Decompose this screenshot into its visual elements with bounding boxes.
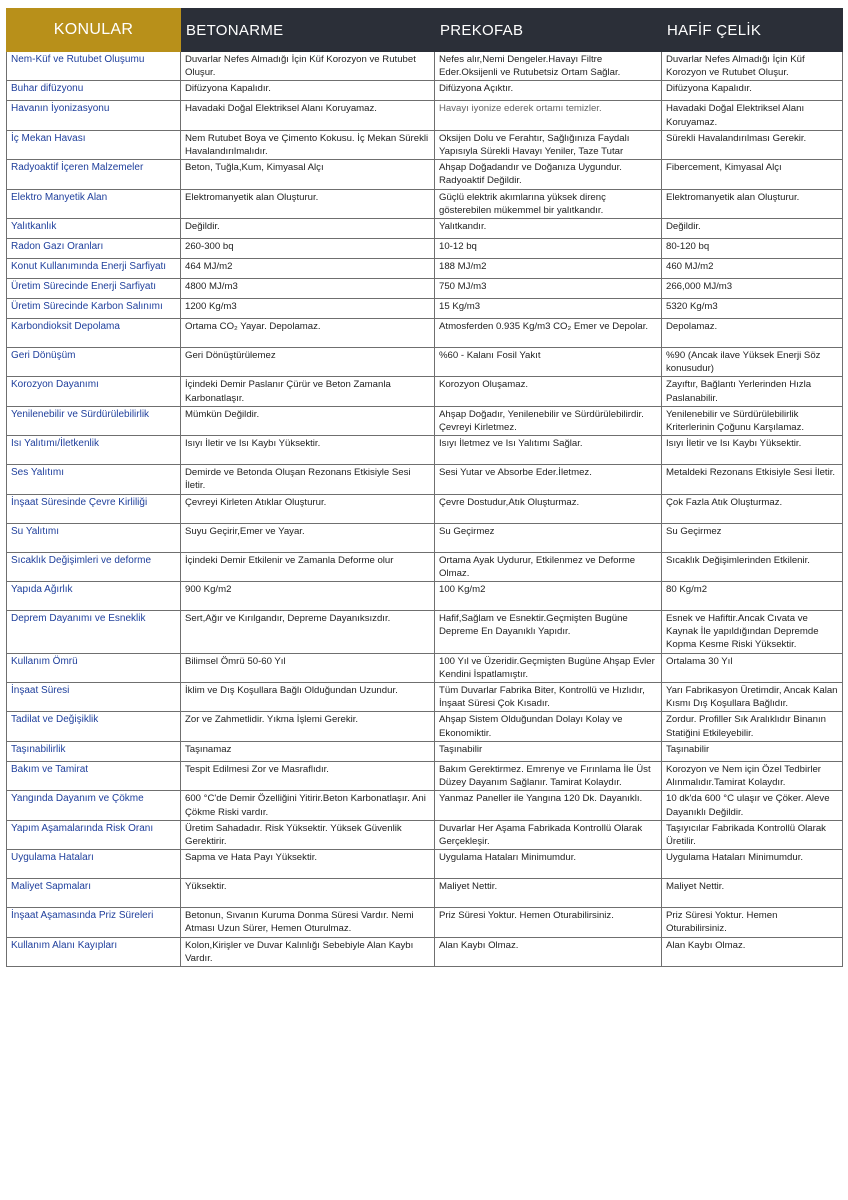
prekofab-cell: Ahşap Doğadandır ve Doğanıza Uygundur. Radyoaktif Değildir. [435,160,662,189]
betonarme-cell: 4800 MJ/m3 [181,279,435,299]
topic-cell: Maliyet Sapmaları [7,879,181,908]
table-row [7,406,843,435]
betonarme-cell: Sapma ve Hata Payı Yüksektir. [181,850,435,879]
prekofab-cell: Ahşap Doğadır, Yenilenebilir ve Sürdürülebilirdir. Çevreyi Kirletmez. [435,406,662,435]
table-row [7,879,843,908]
table-row [7,611,843,654]
table-row [7,52,843,81]
betonarme-cell: Ortama CO₂ Yayar. Depolamaz. [181,319,435,348]
prekofab-cell: 10-12 bq [435,239,662,259]
prekofab-cell: Hafif,Sağlam ve Esnektir.Geçmişten Bugüne Depreme En Dayanıklı Yapıdır. [435,611,662,654]
table-row [7,436,843,465]
hafif-celik-cell: Su Geçirmez [662,523,843,552]
table-row [7,494,843,523]
table-row [7,377,843,406]
table-row [7,219,843,239]
betonarme-cell: Yüksektir. [181,879,435,908]
hafif-celik-cell: Ortalama 30 Yıl [662,653,843,682]
table-row [7,279,843,299]
prekofab-cell: Su Geçirmez [435,523,662,552]
betonarme-cell: 600 °C'de Demir Özelliğini Yitirir.Beton Karbonatlaşır. Ani Çökme Riski vardır. [181,791,435,820]
topic-cell: Sıcaklık Değişimleri ve deforme [7,552,181,581]
table-row [7,523,843,552]
topic-cell: Radyoaktif İçeren Malzemeler [7,160,181,189]
topic-cell: Taşınabilirlik [7,741,181,761]
hafif-celik-cell: Depolamaz. [662,319,843,348]
hafif-celik-cell: Yenilenebilir ve Sürdürülebilirlik Kriterlerinin Çoğunu Karşılamaz. [662,406,843,435]
hafif-celik-cell: Metaldeki Rezonans Etkisiyle Sesi İletir. [662,465,843,494]
betonarme-cell: 1200 Kg/m3 [181,299,435,319]
hafif-celik-cell: Elektromanyetik alan Oluşturur. [662,189,843,218]
prekofab-cell: 750 MJ/m3 [435,279,662,299]
hafif-celik-cell: Uygulama Hataları Minimumdur. [662,850,843,879]
topic-cell: Yenilenebilir ve Sürdürülebilirlik [7,406,181,435]
prekofab-cell: Difüzyona Açıktır. [435,81,662,101]
topic-cell: Ses Yalıtımı [7,465,181,494]
hafif-celik-cell: 10 dk'da 600 °C ulaşır ve Çöker. Aleve Dayanıklı Değildir. [662,791,843,820]
prekofab-cell: Isıyı İletmez ve Isı Yalıtımı Sağlar. [435,436,662,465]
comparison-page [6,8,842,967]
hafif-celik-cell: 266,000 MJ/m3 [662,279,843,299]
topic-cell: Yapım Aşamalarında Risk Oranı [7,820,181,849]
topic-cell: Yapıda Ağırlık [7,582,181,611]
table-row [7,850,843,879]
topic-cell: Karbondioksit Depolama [7,319,181,348]
prekofab-cell: Alan Kaybı Olmaz. [435,937,662,966]
topic-cell: İnşaat Süresi [7,683,181,712]
prekofab-cell: Atmosferden 0.935 Kg/m3 CO₂ Emer ve Depolar. [435,319,662,348]
table-row [7,239,843,259]
hafif-celik-cell: Difüzyona Kapalıdır. [662,81,843,101]
table-header-row [7,9,843,52]
betonarme-cell: Betonun, Sıvanın Kuruma Donma Süresi Vardır. Nemi Atması Uzun Sürer, Hemen Oturulmaz. [181,908,435,937]
betonarme-cell: Üretim Sahadadır. Risk Yüksektir. Yüksek Güvenlik Gerektirir. [181,820,435,849]
prekofab-cell: Ortama Ayak Uydurur, Etkilenmez ve Deforme Olmaz. [435,552,662,581]
topic-cell: Elektro Manyetik Alan [7,189,181,218]
topic-cell: Bakım ve Tamirat [7,761,181,790]
betonarme-cell: Mümkün Değildir. [181,406,435,435]
betonarme-cell: Difüzyona Kapalıdır. [181,81,435,101]
hafif-celik-cell: 5320 Kg/m3 [662,299,843,319]
hafif-celik-cell: 460 MJ/m2 [662,259,843,279]
topic-cell: Kullanım Ömrü [7,653,181,682]
comparison-table [6,8,843,967]
hafif-celik-cell: Taşınabilir [662,741,843,761]
betonarme-cell: Taşınamaz [181,741,435,761]
prekofab-cell: %60 - Kalanı Fosil Yakıt [435,348,662,377]
prekofab-cell: Tüm Duvarlar Fabrika Biter, Kontrollü ve Hızlıdır, İnşaat Süresi Çok Kısadır. [435,683,662,712]
hafif-celik-cell: Esnek ve Hafiftir.Ancak Cıvata ve Kaynak İle yapıldığından Depremde Kopma Kesme Riski Yüksektir. [662,611,843,654]
prekofab-cell: Priz Süresi Yoktur. Hemen Oturabilirsiniz. [435,908,662,937]
prekofab-cell: Taşınabilir [435,741,662,761]
betonarme-cell: Isıyı İletir ve Isı Kaybı Yüksektir. [181,436,435,465]
table-row [7,552,843,581]
table-row [7,299,843,319]
betonarme-cell: Bilimsel Ömrü 50-60 Yıl [181,653,435,682]
topic-cell: Su Yalıtımı [7,523,181,552]
topic-cell: Tadilat ve Değişiklik [7,712,181,741]
topic-cell: Deprem Dayanımı ve Esneklik [7,611,181,654]
topic-cell: Uygulama Hataları [7,850,181,879]
betonarme-cell: Sert,Ağır ve Kırılgandır, Depreme Dayanıksızdır. [181,611,435,654]
betonarme-cell: İçindeki Demir Paslanır Çürür ve Beton Zamanla Karbonatlaşır. [181,377,435,406]
table-row [7,791,843,820]
betonarme-cell: Zor ve Zahmetlidir. Yıkma İşlemi Gerekir. [181,712,435,741]
hafif-celik-cell: Zordur. Profiller Sık Aralıklıdır Binanın Statiğini Etkileyebilir. [662,712,843,741]
prekofab-cell: 100 Yıl ve Üzeridir.Geçmişten Bugüne Ahşap Evler Kendini İspatlamıştır. [435,653,662,682]
topic-cell: Geri Dönüşüm [7,348,181,377]
betonarme-cell: Geri Dönüştürülemez [181,348,435,377]
table-row [7,582,843,611]
betonarme-cell: Çevreyi Kirleten Atıklar Oluşturur. [181,494,435,523]
table-row [7,937,843,966]
table-row [7,259,843,279]
table-row [7,683,843,712]
header-topics: KONULAR [7,9,181,52]
prekofab-cell: Güçlü elektrik akımlarına yüksek direnç gösterebilen mükemmel bir yalıtkandır. [435,189,662,218]
table-row [7,908,843,937]
hafif-celik-cell: Alan Kaybı Olmaz. [662,937,843,966]
hafif-celik-cell: Maliyet Nettir. [662,879,843,908]
prekofab-cell: Maliyet Nettir. [435,879,662,908]
betonarme-cell: 464 MJ/m2 [181,259,435,279]
betonarme-cell: 260-300 bq [181,239,435,259]
prekofab-cell: 15 Kg/m3 [435,299,662,319]
table-row [7,130,843,159]
betonarme-cell: Nem Rutubet Boya ve Çimento Kokusu. İç Mekan Sürekli Havalandırılmalıdır. [181,130,435,159]
betonarme-cell: Suyu Geçirir,Emer ve Yayar. [181,523,435,552]
topic-cell: Havanın İyonizasyonu [7,101,181,130]
hafif-celik-cell: Taşıyıcılar Fabrikada Kontrollü Olarak Üretilir. [662,820,843,849]
topic-cell: Yangında Dayanım ve Çökme [7,791,181,820]
topic-cell: İnşaat Süresinde Çevre Kirliliği [7,494,181,523]
table-row [7,712,843,741]
table-row [7,101,843,130]
topic-cell: Üretim Sürecinde Karbon Salınımı [7,299,181,319]
hafif-celik-cell: Korozyon ve Nem için Özel Tedbirler Alınmalıdır.Tamirat Kolaydır. [662,761,843,790]
table-row [7,348,843,377]
prekofab-cell: Duvarlar Her Aşama Fabrikada Kontrollü Olarak Gerçekleşir. [435,820,662,849]
hafif-celik-cell: Isıyı İletir ve Isı Kaybı Yüksektir. [662,436,843,465]
prekofab-cell: Yanmaz Paneller ile Yangına 120 Dk. Dayanıklı. [435,791,662,820]
table-body [7,52,843,967]
hafif-celik-cell: Değildir. [662,219,843,239]
betonarme-cell: Değildir. [181,219,435,239]
topic-cell: Nem-Küf ve Rutubet Oluşumu [7,52,181,81]
topic-cell: İnşaat Aşamasında Priz Süreleri [7,908,181,937]
hafif-celik-cell: Havadaki Doğal Elektriksel Alanı Koruyamaz. [662,101,843,130]
prekofab-cell: 100 Kg/m2 [435,582,662,611]
header-prekofab: PREKOFAB [435,9,662,52]
table-row [7,319,843,348]
betonarme-cell: Duvarlar Nefes Almadığı İçin Küf Korozyon ve Rutubet Oluşur. [181,52,435,81]
betonarme-cell: İklim ve Dış Koşullara Bağlı Olduğundan Uzundur. [181,683,435,712]
topic-cell: Kullanım Alanı Kayıpları [7,937,181,966]
hafif-celik-cell: Yarı Fabrikasyon Üretimdir, Ancak Kalan Kısmı Dış Koşullara Bağlıdır. [662,683,843,712]
hafif-celik-cell: Çok Fazla Atık Oluşturmaz. [662,494,843,523]
table-row [7,189,843,218]
hafif-celik-cell: Zayıftır, Bağlantı Yerlerinden Hızla Paslanabilir. [662,377,843,406]
header-hafif-celik: HAFİF ÇELİK [662,9,843,52]
hafif-celik-cell: Priz Süresi Yoktur. Hemen Oturabilirsiniz. [662,908,843,937]
table-row [7,820,843,849]
betonarme-cell: Elektromanyetik alan Oluşturur. [181,189,435,218]
topic-cell: Radon Gazı Oranları [7,239,181,259]
prekofab-cell: Bakım Gerektirmez. Emrenye ve Fırınlama İle Üst Düzey Dayanım Sağlanır. Tamirat Kolaydır. [435,761,662,790]
prekofab-cell: Korozyon Oluşamaz. [435,377,662,406]
prekofab-cell: Ahşap Sistem Olduğundan Dolayı Kolay ve Ekonomiktir. [435,712,662,741]
topic-cell: Korozyon Dayanımı [7,377,181,406]
topic-cell: Isı Yalıtımı/İletkenlik [7,436,181,465]
betonarme-cell: 900 Kg/m2 [181,582,435,611]
prekofab-cell: Nefes alır,Nemi Dengeler.Havayı Filtre Eder.Oksijenli ve Rutubetsiz Ortam Sağlar. [435,52,662,81]
prekofab-cell: Havayı iyonize ederek ortamı temizler. [435,101,662,130]
betonarme-cell: İçindeki Demir Etkilenir ve Zamanla Deforme olur [181,552,435,581]
prekofab-cell: Çevre Dostudur,Atık Oluşturmaz. [435,494,662,523]
topic-cell: Üretim Sürecinde Enerji Sarfiyatı [7,279,181,299]
hafif-celik-cell: Fibercement, Kimyasal Alçı [662,160,843,189]
table-row [7,653,843,682]
prekofab-cell: Yalıtkandır. [435,219,662,239]
hafif-celik-cell: %90 (Ancak ilave Yüksek Enerji Söz konusudur) [662,348,843,377]
topic-cell: İç Mekan Havası [7,130,181,159]
table-row [7,465,843,494]
betonarme-cell: Beton, Tuğla,Kum, Kimyasal Alçı [181,160,435,189]
table-row [7,81,843,101]
prekofab-cell: 188 MJ/m2 [435,259,662,279]
hafif-celik-cell: Sürekli Havalandırılması Gerekir. [662,130,843,159]
hafif-celik-cell: 80 Kg/m2 [662,582,843,611]
prekofab-cell: Uygulama Hataları Minimumdur. [435,850,662,879]
hafif-celik-cell: Duvarlar Nefes Almadığı İçin Küf Korozyon ve Rutubet Oluşur. [662,52,843,81]
betonarme-cell: Tespit Edilmesi Zor ve Masraflıdır. [181,761,435,790]
topic-cell: Buhar difüzyonu [7,81,181,101]
betonarme-cell: Demirde ve Betonda Oluşan Rezonans Etkisiyle Sesi İletir. [181,465,435,494]
table-row [7,761,843,790]
prekofab-cell: Oksijen Dolu ve Ferahtır, Sağlığınıza Faydalı Yapısıyla Sürekli Havayı Yeniler, Taze Tutar [435,130,662,159]
table-row [7,741,843,761]
table-row [7,160,843,189]
topic-cell: Konut Kullanımında Enerji Sarfiyatı [7,259,181,279]
topic-cell: Yalıtkanlık [7,219,181,239]
prekofab-cell: Sesi Yutar ve Absorbe Eder.İletmez. [435,465,662,494]
hafif-celik-cell: 80-120 bq [662,239,843,259]
header-betonarme: BETONARME [181,9,435,52]
hafif-celik-cell: Sıcaklık Değişimlerinden Etkilenir. [662,552,843,581]
betonarme-cell: Havadaki Doğal Elektriksel Alanı Koruyamaz. [181,101,435,130]
betonarme-cell: Kolon,Kirişler ve Duvar Kalınlığı Sebebiyle Alan Kaybı Vardır. [181,937,435,966]
